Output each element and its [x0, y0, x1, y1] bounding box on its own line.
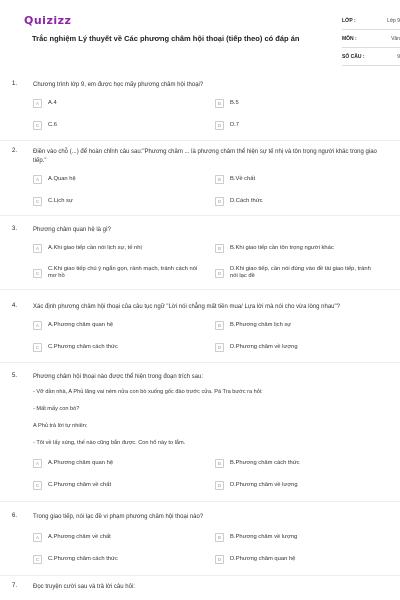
option-letter: B [215, 244, 224, 253]
option-d[interactable] [215, 341, 380, 354]
option-text: D.Cách thức [230, 198, 263, 204]
question-divider [0, 575, 400, 576]
question-divider [0, 362, 400, 363]
option-b[interactable] [215, 173, 380, 186]
worksheet-header [12, 0, 400, 72]
worksheet-title: Trắc nghiệm Lý thuyết về Các phương châm hội thoại (tiếp theo) có đáp án [32, 34, 300, 43]
option-text: A.Phương châm quan hệ [48, 322, 114, 328]
option-text: D.Khi giao tiếp, cần nói đúng vào đề tài giao tiếp, tránh nói lạc đề [230, 266, 371, 279]
option-letter: A [33, 321, 42, 330]
option-a[interactable] [33, 319, 198, 332]
option-a[interactable] [33, 457, 198, 470]
option-c[interactable] [33, 264, 198, 282]
option-c[interactable] [33, 119, 198, 132]
question-number: 5. [12, 373, 18, 379]
option-letter: C [33, 121, 42, 130]
option-letter: A [33, 459, 42, 468]
option-text: B.Phương châm lịch sự [230, 322, 292, 328]
option-text: A.Quan hệ [48, 176, 76, 182]
meta-key: LỚP : [342, 17, 356, 24]
option-text: C.6 [48, 122, 58, 128]
option-d[interactable] [215, 264, 380, 282]
option-b[interactable] [215, 319, 380, 332]
option-letter: B [215, 175, 224, 184]
meta-row-class [342, 12, 400, 30]
option-d[interactable] [215, 553, 380, 566]
option-letter: C [33, 555, 42, 564]
option-c[interactable] [33, 195, 198, 208]
option-letter: A [33, 244, 42, 253]
option-b[interactable] [215, 97, 380, 110]
option-letter: D [215, 555, 224, 564]
meta-value: Văn [391, 35, 400, 42]
question-text: Phương châm hội thoại nào được thể hiện trong đoạn trích sau: [33, 374, 204, 380]
option-d[interactable] [215, 119, 380, 132]
option-letter: D [215, 269, 224, 278]
option-text: C.Khi giao tiếp chú ý ngắn gọn, rành mạch, tránh cách nói mơ hồ [48, 266, 198, 279]
question-number: 4. [12, 303, 18, 309]
excerpt-line: - Mất mấy con bò? [33, 406, 80, 412]
option-letter: D [215, 197, 224, 206]
question-divider [0, 501, 400, 502]
option-text: B.Về chất [230, 176, 256, 182]
question-number: 3. [12, 226, 18, 232]
excerpt-line: - Tôi về lấy súng, thế nào cũng bắn được. Con hổ này to lắm. [33, 440, 186, 446]
option-text: C.Lịch sự [48, 198, 73, 204]
question-number: 1. [12, 81, 18, 87]
question-divider [0, 215, 400, 216]
option-d[interactable] [215, 195, 380, 208]
meta-value: 9 [397, 53, 400, 60]
meta-row-subject [342, 30, 400, 48]
option-b[interactable] [215, 242, 380, 255]
option-text: B.5 [230, 100, 239, 106]
option-b[interactable] [215, 457, 380, 470]
option-a[interactable] [33, 173, 198, 186]
option-text: A.Khi giao tiếp cần nói lịch sự, tế nhị [48, 245, 142, 251]
question-number: 6. [12, 513, 18, 519]
option-text: B.Phương châm về lượng [230, 534, 298, 540]
option-c[interactable] [33, 553, 198, 566]
option-text: C.Phương châm về chất [48, 482, 112, 488]
option-letter: C [33, 269, 42, 278]
quizizz-logo: Quizizz [24, 14, 72, 27]
option-letter: C [33, 343, 42, 352]
worksheet-meta [342, 12, 400, 66]
option-text: D.7 [230, 122, 240, 128]
option-letter: B [215, 459, 224, 468]
option-letter: B [215, 99, 224, 108]
meta-key: SỐ CÂU : [342, 53, 365, 60]
option-text: D.Phương châm về lượng [230, 482, 298, 488]
excerpt-line: A Phủ trả lời tự nhiên: [33, 423, 88, 429]
option-letter: D [215, 343, 224, 352]
meta-row-count [342, 48, 400, 66]
option-text: D.Phương châm về lượng [230, 344, 298, 350]
question-text: Điền vào chỗ (...) để hoàn chỉnh câu sau:"Phương châm ... là phương châm thể hiện sự tế nhị và tôn trọng người khác trong giao tiếp." [33, 149, 377, 164]
option-a[interactable] [33, 531, 198, 544]
meta-key: MÔN : [342, 35, 357, 42]
question-text: Trong giao tiếp, nói lạc đề vi phạm phương châm hội thoại nào? [33, 514, 204, 520]
option-letter: B [215, 533, 224, 542]
question-text: Phương châm quan hệ là gì? [33, 227, 112, 233]
option-letter: D [215, 481, 224, 490]
option-text: C.Phương châm cách thức [48, 556, 118, 562]
question-divider [0, 140, 400, 141]
option-c[interactable] [33, 479, 198, 492]
question-divider [0, 289, 400, 290]
question-text: Đọc truyện cười sau và trả lời câu hỏi: [33, 584, 135, 590]
question-text: Xác định phương châm hội thoại của câu tục ngữ "Lời nói chẳng mất tiền mua/ Lựa lời mà nói cho vừa lòng nhau"? [33, 304, 340, 310]
option-text: C.Phương châm cách thức [48, 344, 118, 350]
option-letter: A [33, 99, 42, 108]
option-letter: A [33, 175, 42, 184]
option-a[interactable] [33, 97, 198, 110]
option-b[interactable] [215, 531, 380, 544]
option-d[interactable] [215, 479, 380, 492]
option-text: A.Phương châm quan hệ [48, 460, 114, 466]
option-letter: C [33, 197, 42, 206]
option-text: B.Phương châm cách thức [230, 460, 300, 466]
option-letter: A [33, 533, 42, 542]
option-text: A.Phương châm về chất [48, 534, 111, 540]
option-text: D.Phương châm quan hệ [230, 556, 296, 562]
option-letter: B [215, 321, 224, 330]
option-c[interactable] [33, 341, 198, 354]
meta-value: Lớp 9 [386, 17, 400, 24]
option-a[interactable] [33, 242, 198, 255]
question-number: 7. [12, 583, 18, 589]
option-letter: C [33, 481, 42, 490]
question-number: 2. [12, 148, 18, 154]
option-letter: D [215, 121, 224, 130]
excerpt-line: - Vỡ dần nhà, A Phủ lăng vai ném nửa con bò xuống gốc đào trước cửa. Pá Tra bước ra hỏi: [33, 389, 263, 395]
question-text: Chương trình lớp 9, em được học mấy phương châm hội thoại? [33, 82, 204, 88]
option-text: B.Khi giao tiếp cần tôn trọng người khác [230, 245, 334, 251]
option-text: A.4 [48, 100, 57, 106]
